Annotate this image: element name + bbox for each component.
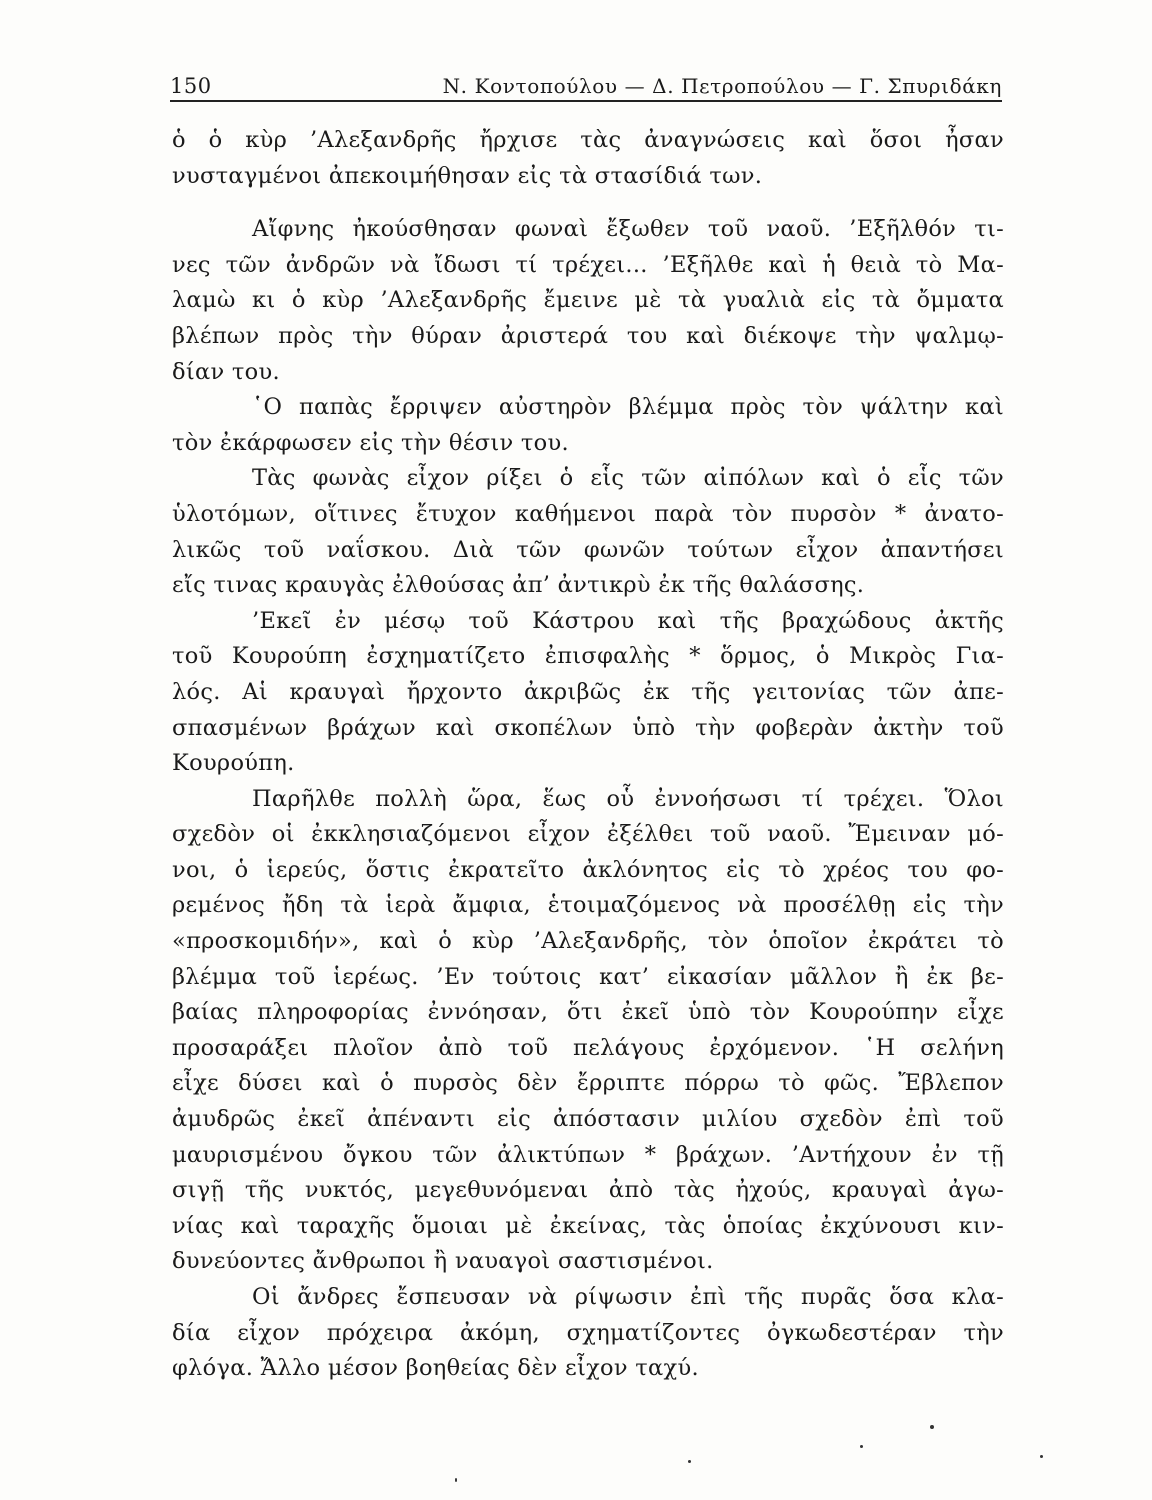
text-line: λαμὼ κι ὁ κὺρ ’Αλεξανδρῆς ἔμεινε μὲ τὰ γυαλιὰ εἰς τὰ ὄμματα [172,287,1004,314]
paragraph [172,1280,1004,1387]
text-line: δυνεύοντες ἄνθρωποι ἢ ναυαγοὶ σαστισμένοι. [172,1248,714,1275]
text-line: φλόγα. Ἄλλο μέσον βοηθείας δὲν εἶχον ταχύ. [172,1355,699,1382]
text-line: εἶχε δύσει καὶ ὁ πυρσὸς δὲν ἔρριπτε πόρρω τὸ φῶς. Ἔβλεπον [172,1070,1004,1097]
text-line: ῾Ο παπὰς ἔρριψεν αὐστηρὸν βλέμμα πρὸς τὸν ψάλτην καὶ [252,394,1004,421]
text-line: βλέπων πρὸς τὴν θύραν ἀριστερά του καὶ διέκοψε τὴν ψαλμῳ- [172,322,1004,349]
text-line: νοι, ὁ ἱερεύς, ὅστις ἐκρατεῖτο ἀκλόνητος εἰς τὸ χρέος του φο- [172,856,1004,883]
text-line: δία εἶχον πρόχειρα ἀκόμη, σχηματίζοντες ὀγκωδεστέραν τὴν [172,1319,1004,1346]
paragraph [172,604,1004,782]
text-line: «προσκομιδήν», καὶ ὁ κὺρ ’Αλεξανδρῆς, τὸν ὁποῖον ἐκράτει τὸ [172,928,1004,955]
paragraph [172,123,1004,194]
scan-speck [930,1425,934,1429]
text-line: λικῶς τοῦ ναΐσκου. Διὰ τῶν φωνῶν τούτων εἶχον ἀπαντήσει [172,536,1004,563]
text-line: λός. Αἱ κραυγαὶ ἤρχοντο ἀκριβῶς ἐκ τῆς γειτονίας τῶν ἀπε- [172,678,1004,705]
text-line: Τὰς φωνὰς εἶχον ρίξει ὁ εἷς τῶν αἰπόλων καὶ ὁ εἷς τῶν [252,465,1004,492]
text-line: Παρῆλθε πολλὴ ὥρα, ἕως οὗ ἐννοήσωσι τί τρέχει. Ὅλοι [252,785,1004,812]
text-line: ’Εκεῖ ἐν μέσῳ τοῦ Κάστρου καὶ τῆς βραχώδους ἀκτῆς [252,607,1004,634]
scan-speck [860,1445,863,1448]
body-text [172,123,1004,1387]
text-line: βαίας πληροφορίας ἐννόησαν, ὅτι ἐκεῖ ὑπὸ τὸν Κουρούπην εἶχε [172,999,1004,1026]
scan-speck [455,1478,457,1482]
text-line: σχεδὸν οἱ ἐκκλησιαζόμενοι εἶχον ἐξέλθει τοῦ ναοῦ. Ἔμειναν μό- [172,821,1004,848]
scan-speck [1040,1455,1043,1458]
scan-speck [688,1460,691,1463]
text-line: τὸν ἐκάρφωσεν εἰς τὴν θέσιν του. [172,429,569,456]
page-number: 150 [170,74,212,98]
text-line: δίαν του. [172,358,280,385]
text-line: Οἱ ἄνδρες ἔσπευσαν νὰ ρίψωσιν ἐπὶ τῆς πυρᾶς ὅσα κλα- [252,1284,1004,1310]
text-line: σιγῇ τῆς νυκτός, μεγεθυνόμεναι ἀπὸ τὰς ἠχούς, κραυγαὶ ἀγω- [172,1177,1004,1204]
text-line: ὑλοτόμων, οἵτινες ἔτυχον καθήμενοι παρὰ τὸν πυρσὸν * ἀνατο- [172,500,1004,527]
text-line: ἀμυδρῶς ἐκεῖ ἀπέναντι εἰς ἀπόστασιν μιλίου σχεδὸν ἐπὶ τοῦ [172,1106,1004,1133]
paragraph [172,782,1004,1280]
paragraph [172,461,1004,603]
text-line: εἴς τινας κραυγὰς ἐλθούσας ἀπ’ ἀντικρὺ ἐκ τῆς θαλάσσης. [172,572,865,599]
text-line: νίας καὶ ταραχῆς ὅμοιαι μὲ ἐκείνας, τὰς ὁποίας ἐκχύνουσι κιν- [172,1212,1004,1239]
text-line: προσαράξει πλοῖον ἀπὸ τοῦ πελάγους ἐρχόμενον. ῾Η σελήνη [172,1034,1004,1061]
text-line: νες τῶν ἀνδρῶν νὰ ἴδωσι τί τρέχει... ’Εξῆλθε καὶ ἡ θειὰ τὸ Μα- [172,251,1004,278]
text-line: σπασμένων βράχων καὶ σκοπέλων ὑπὸ τὴν φοβερὰν ἀκτὴν τοῦ [172,714,1004,741]
text-line: μαυρισμένου ὄγκου τῶν ἀλικτύπων * βράχων. ’Αντήχουν ἐν τῇ [172,1141,1004,1168]
text-line: ρεμένος ἤδη τὰ ἱερὰ ἄμφια, ἑτοιμαζόμενος νὰ προσέλθῃ εἰς τὴν [172,892,1004,919]
text-line: Αἴφνης ἠκούσθησαν φωναὶ ἔξωθεν τοῦ ναοῦ. ’Εξῆλθόν τι- [252,216,1004,243]
text-line: νυσταγμένοι ἀπεκοιμήθησαν εἰς τὰ στασίδιά των. [172,162,763,189]
text-line: Κουρούπη. [172,750,295,777]
text-line: τοῦ Κουρούπη ἐσχηματίζετο ἐπισφαλὴς * ὅρμος, ὁ Μικρὸς Για- [172,643,1004,670]
paragraph [172,212,1004,390]
text-line: ὁ ὁ κὺρ ’Αλεξανδρῆς ἤρχισε τὰς ἀναγνώσεις καὶ ὅσοι ἦσαν [172,127,1004,153]
text-line: βλέμμα τοῦ ἱερέως. ’Εν τούτοις κατ’ εἰκασίαν μᾶλλον ἢ ἐκ βε- [172,963,1004,990]
paragraph [172,390,1004,461]
running-header [170,70,1002,102]
header-authors: Ν. Κοντοπούλου — Δ. Πετροπούλου — Γ. Σπυριδάκη [442,74,1002,98]
